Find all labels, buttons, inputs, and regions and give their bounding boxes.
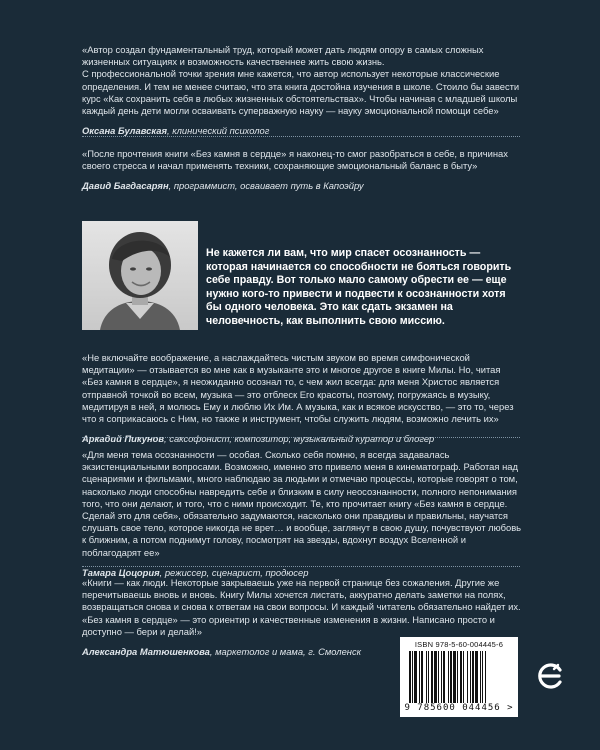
quote-attribution bbox=[82, 180, 522, 192]
quote-block bbox=[82, 148, 522, 193]
barcode-digits: 9 785600 044456 > bbox=[404, 703, 514, 713]
divider bbox=[82, 136, 520, 137]
quote-block bbox=[82, 449, 522, 579]
quote-text: «Книги — как люди. Некоторые закрываешь уже на первой странице без сожаления. Другие же перечитываешь вновь и вновь. Книгу Милы хочется листать, аккуратно делать заметки на полях, возвращаться снова и снова к ответам на свои вопросы. И каждый читатель обязательно найдет их. «Без камня в сердце» — это ориентир и качественные изменения в жизни. Написано просто и доступно — бери и делай!» bbox=[82, 577, 521, 637]
divider bbox=[82, 566, 520, 567]
quote-block bbox=[82, 44, 522, 137]
quote-author: Давид Багдасарян bbox=[82, 180, 169, 192]
quote-author-role: , программист, осваивает путь в Капоэйру bbox=[168, 180, 364, 192]
quote-author-role: , режиссер, сценарист, продюсер bbox=[159, 566, 309, 578]
isbn-number: ISBN 978-5-60-004445-6 bbox=[414, 640, 504, 649]
divider bbox=[82, 437, 520, 438]
quote-author-role: , маркетолог и мама, г. Смоленск bbox=[209, 646, 362, 658]
quote-text: «Не включайте воображение, а наслаждайтесь чистым звуком во время симфонической медитации» — отзывается во мне как в музыканте это и многое другое в книге Милы. Но, читая «Без камня в сердце», я неожиданно осознал то, с чем жил всегда: для меня Христос является отправной точкой во всем, музыка — это отблеск Его красоты, поэтому, погружаясь в музыку, медитируя в ней, я молюсь Ему и люблю Их Им. А музыка, как и всякое искусство, — это то, через что я соприкасаюсь с Ним, но также и инструмент, чтобы служить людям, возможно лечить их» bbox=[82, 352, 514, 425]
quote-attribution bbox=[82, 433, 522, 445]
feature-statement: Не кажется ли вам, что мир спасет осознанность — которая начинается со способности не бояться говорить себе правду. Вот только мало самому обрести ее — еще нужно кого-то привести и подвести к осознанности хотя бы одного человека. Это как сдать экзамен на человечность, как выполнить свою миссию. bbox=[206, 247, 512, 327]
eksmo-logo-icon bbox=[535, 660, 565, 692]
quote-author: Александра Матюшенкова bbox=[82, 646, 210, 658]
quote-block bbox=[82, 352, 522, 445]
quote-author: Тамара Цоцория bbox=[82, 566, 160, 578]
quote-author-role: , саксофонист, композитор, музыкальный куратор и блогер bbox=[164, 433, 435, 445]
quote-text: «Для меня тема осознанности — особая. Сколько себя помню, я всегда задавалась экзистенциальными вопросами. Возможно, именно это привело меня в кинематограф. Работая над сценариями и фильмами, много наблюдаю за людьми и отмечаю процессы, которые говорят о том, насколько люди способны навредить себе и близким в силу неосознанности, полного непонимания того, что они делают, и того, что с ними происходит. Те, кто прочитает книгу «Без камня в сердце. Сделай это для себя», обязательно задумаются, насколько они правдивы и правильны, научатся слушать свое тело, которое никогда не врет… и вообще, заглянут в свою душу, почувствуют любовь к ближним, а потом поднимут голову, посмотрят на звезды, вдохнут воздух Вселенной и поблагодарят ее» bbox=[82, 449, 522, 558]
quote-text: «Автор создал фундаментальный труд, который может дать людям опору в самых сложных жизненных ситуациях и возможность качественнее жить свою жизнь. С профессиональной точки зрения мне кажется, что автор использует некоторые классические определения. И тем не менее считаю, что эта книга достойна изучения в школе. Стоило бы завести курс «Как сохранить себя в любых жизненных обстоятельствах». Чтобы начиная с младшей школы каждый день дети могли осваивать суперважную науку — науку эмоциональной помощи себе» bbox=[82, 44, 520, 117]
quote-author-role: , клинический психолог bbox=[166, 125, 270, 137]
quote-text: «После прочтения книги «Без камня в сердце» я наконец-то смог разобраться в себе, в причинах своего стресса и начал применять техники, сохраняющие эмоциональный баланс в быту» bbox=[82, 148, 508, 172]
author-portrait-photo bbox=[82, 221, 198, 330]
isbn-barcode bbox=[400, 637, 518, 717]
quote-author: Оксана Булавская bbox=[82, 125, 167, 137]
barcode-bars bbox=[409, 651, 509, 703]
quote-author: Аркадий Пикунов bbox=[82, 433, 165, 445]
